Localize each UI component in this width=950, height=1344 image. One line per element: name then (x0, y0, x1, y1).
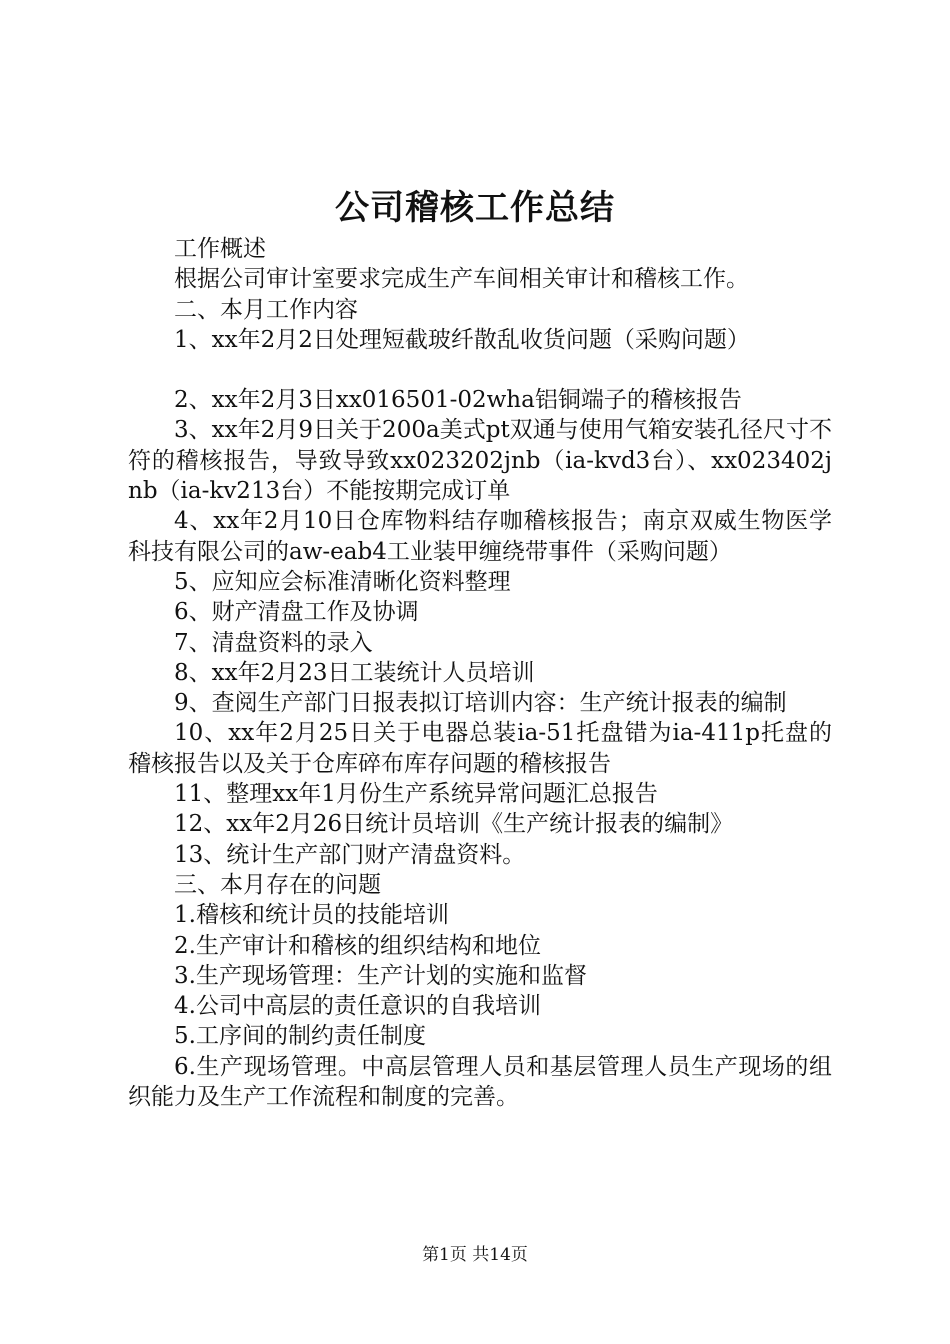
list-item: 3.生产现场管理：生产计划的实施和监督 (174, 962, 587, 989)
list-item: 1.稽核和统计员的技能培训 (174, 902, 449, 929)
list-item: 13、统计生产部门财产清盘资料。 (174, 841, 526, 868)
page-number: 第1页 (422, 1245, 467, 1265)
paragraph: 工作概述 (174, 236, 266, 262)
list-item: 4、xx年2月10日仓库物料结存咖稽核报告；南京双威生物医学科技有限公司的aw-eab4工业装甲缠绕带事件（采购问题） (128, 508, 832, 565)
section-heading: 二、本月工作内容 (174, 296, 358, 323)
list-item: 9、查阅生产部门日报表拟订培训内容：生产统计报表的编制 (174, 690, 787, 717)
document-body (128, 234, 832, 1112)
list-item: 12、xx年2月26日统计员培训《生产统计报表的编制》 (174, 811, 734, 838)
list-item: 5、应知应会标准清晰化资料整理 (174, 568, 511, 595)
section-heading: 三、本月存在的问题 (174, 871, 381, 898)
list-item: 4.公司中高层的责任意识的自我培训 (174, 993, 541, 1020)
list-item: 11、整理xx年1月份生产系统异常问题汇总报告 (174, 781, 658, 808)
page-total: 共14页 (472, 1245, 528, 1265)
document-title: 公司稽核工作总结 (335, 188, 615, 228)
list-item: 6.生产现场管理。中高层管理人员和基层管理人员生产现场的组织能力及生产工作流程和制度的完善。 (128, 1053, 832, 1111)
list-item: 1、xx年2月2日处理短截玻纤散乱收货问题（采购问题） (174, 326, 750, 353)
list-item: 2、xx年2月3日xx016501-02wha铝铜端子的稽核报告 (174, 387, 742, 414)
list-item: 3、xx年2月9日关于200a美式pt双通与使用气箱安装孔径尺寸不符的稽核报告，导致导致xx023202jnb（ia-kvd3台）、xx023402jnb（ia-kv213台）不能按期完成订单 (128, 417, 832, 505)
list-item: 5.工序间的制约责任制度 (174, 1023, 426, 1050)
list-item: 7、清盘资料的录入 (174, 629, 373, 656)
page-footer (0, 1243, 950, 1267)
list-item: 6、财产清盘工作及协调 (174, 599, 419, 626)
list-item: 2.生产审计和稽核的组织结构和地位 (174, 932, 541, 959)
list-item: 10、xx年2月25日关于电器总装ia-51托盘错为ia-411p托盘的稽核报告以及关于仓库碎布库存问题的稽核报告 (128, 720, 832, 777)
paragraph: 根据公司审计室要求完成生产车间相关审计和稽核工作。 (174, 266, 749, 293)
list-item: 8、xx年2月23日工装统计人员培训 (174, 659, 535, 686)
